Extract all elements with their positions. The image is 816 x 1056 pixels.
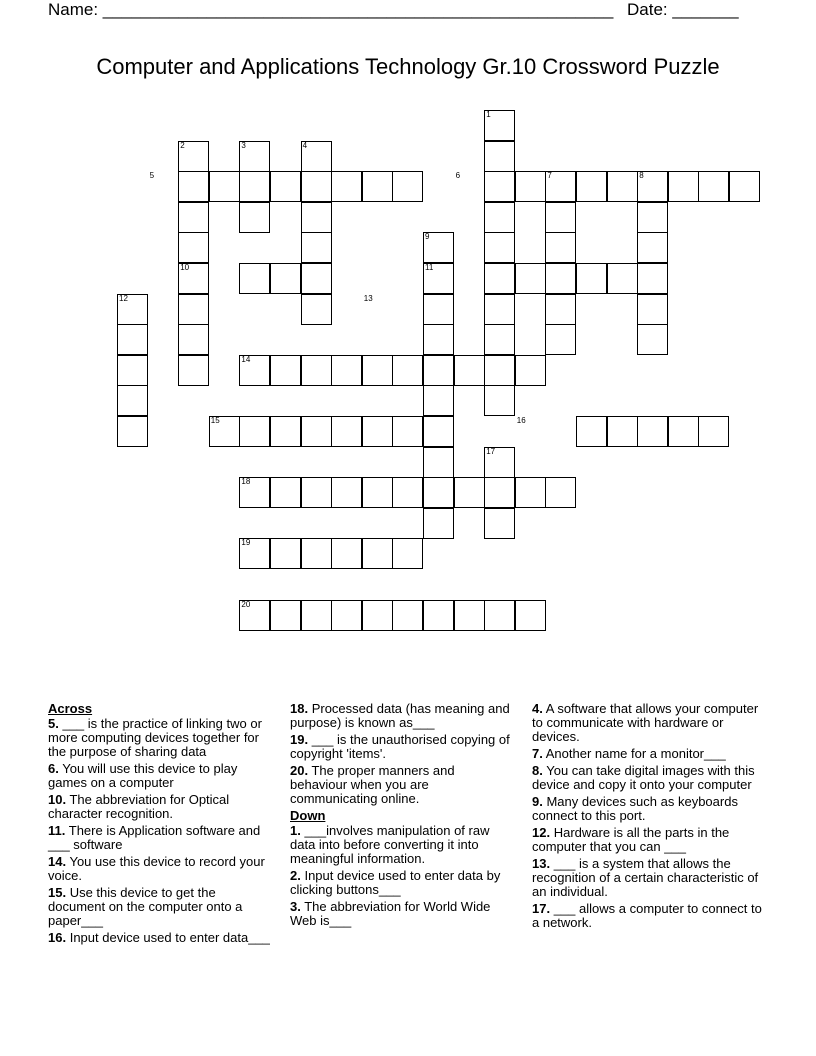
grid-cell[interactable] [362, 538, 393, 569]
clue-text: The abbreviation for World Wide Web is___ [290, 899, 491, 928]
across-heading: Across [48, 701, 93, 716]
clue-number: 6. [48, 761, 59, 776]
grid-cell[interactable] [637, 232, 668, 263]
down-clue [290, 824, 515, 866]
grid-cell[interactable] [423, 324, 454, 355]
grid-cell[interactable] [515, 600, 546, 631]
grid-cell[interactable] [362, 600, 393, 631]
clue-text: Many devices such as keyboards connect to this port. [532, 794, 738, 823]
down-clue [532, 826, 768, 854]
grid-cell[interactable] [545, 263, 576, 294]
grid-cell[interactable] [270, 600, 301, 631]
clue-number-label: 18 [241, 477, 251, 487]
down-clue [532, 857, 768, 899]
grid-cell[interactable] [637, 263, 668, 294]
clue-number-label: 11 [425, 263, 434, 272]
clue-text: The abbreviation for Optical character recognition. [48, 792, 230, 821]
grid-cell[interactable] [178, 294, 209, 325]
across-clue [48, 855, 276, 883]
grid-cell[interactable] [637, 294, 668, 325]
date-field-line[interactable]: Date: _______ [627, 0, 739, 19]
grid-cell[interactable] [178, 171, 209, 202]
grid-cell[interactable] [484, 600, 515, 631]
clue-number: 5. [48, 716, 59, 731]
clue-number-label: 6 [455, 171, 461, 181]
clue-number: 3. [290, 899, 301, 914]
across-clue [48, 793, 276, 821]
grid-cell[interactable] [239, 263, 270, 294]
grid-cell[interactable] [637, 324, 668, 355]
grid-cell[interactable] [301, 263, 332, 294]
clue-number-label: 17 [486, 446, 496, 456]
across-clue [290, 702, 515, 730]
clue-number: 16. [48, 930, 67, 945]
across-clue [48, 886, 276, 928]
clue-number-label: 4 [302, 140, 308, 150]
grid-cell[interactable] [331, 355, 362, 386]
grid-cell[interactable] [729, 171, 760, 202]
clues-column-2 [290, 702, 515, 931]
clue-number-label: 2 [180, 140, 185, 150]
grid-cell[interactable] [301, 202, 332, 233]
grid-cell[interactable] [178, 324, 209, 355]
grid-cell[interactable] [423, 508, 454, 539]
grid-cell[interactable] [484, 232, 515, 263]
across-clue [290, 733, 515, 761]
across-clue [48, 717, 276, 759]
grid-cell[interactable] [484, 202, 515, 233]
clue-number: 7. [532, 746, 543, 761]
grid-cell[interactable] [178, 202, 209, 233]
down-clue [532, 902, 768, 930]
clue-text: You use this device to record your voice. [48, 854, 265, 883]
grid-cell[interactable] [423, 355, 454, 386]
clue-number: 17. [532, 901, 551, 916]
grid-cell[interactable] [362, 355, 393, 386]
grid-cell[interactable] [484, 385, 515, 416]
grid-cell[interactable] [484, 141, 515, 172]
grid-cell[interactable] [392, 171, 423, 202]
clue-number-label: 12 [119, 293, 128, 303]
clue-text: A software that allows your computer to communicate with hardware or devices. [532, 701, 759, 744]
grid-cell[interactable] [117, 324, 148, 355]
grid-cell[interactable] [545, 324, 576, 355]
clue-number-label: 13 [363, 293, 373, 303]
clue-number: 4. [532, 701, 543, 716]
grid-cell[interactable] [484, 263, 515, 294]
grid-cell[interactable] [331, 477, 362, 508]
clue-number: 18. [290, 701, 309, 716]
clue-text: Hardware is all the parts in the computer that you can ___ [532, 825, 730, 854]
clue-number: 14. [48, 854, 67, 869]
clue-number-label: 16 [516, 416, 526, 425]
clue-number-label: 8 [639, 171, 644, 181]
clue-number-label: 5 [149, 171, 155, 181]
clue-text: ___ allows a computer to connect to a network. [532, 901, 762, 930]
grid-cell[interactable] [484, 355, 515, 386]
grid-cell[interactable] [392, 416, 423, 447]
grid-cell[interactable] [178, 232, 209, 263]
grid-cell[interactable] [362, 416, 393, 447]
grid-cell[interactable] [545, 477, 576, 508]
clues-column-3 [532, 702, 768, 933]
clue-text: ___ is the practice of linking two or more computing devices together for the purpose of sharing data [48, 716, 262, 759]
grid-cell[interactable] [392, 477, 423, 508]
grid-cell[interactable] [545, 202, 576, 233]
grid-cell[interactable] [484, 294, 515, 325]
clue-number: 15. [48, 885, 67, 900]
clue-number: 2. [290, 868, 301, 883]
down-clue [290, 900, 515, 928]
grid-cell[interactable] [607, 263, 638, 294]
grid-cell[interactable] [301, 600, 332, 631]
clue-number: 1. [290, 823, 301, 838]
clue-text: Another name for a monitor___ [545, 746, 726, 761]
grid-cell[interactable] [331, 600, 362, 631]
grid-cell[interactable] [515, 263, 546, 294]
grid-cell[interactable] [423, 294, 454, 325]
clue-number: 8. [532, 763, 543, 778]
grid-cell[interactable] [239, 416, 270, 447]
across-clue [48, 762, 276, 790]
grid-cell[interactable] [668, 171, 699, 202]
clue-number-label: 9 [425, 232, 430, 242]
grid-cell[interactable] [301, 416, 332, 447]
grid-cell[interactable] [698, 416, 729, 447]
clues-column-1 [48, 702, 276, 948]
grid-cell[interactable] [209, 171, 240, 202]
clue-text: Processed data (has meaning and purpose) is known as___ [290, 701, 510, 730]
grid-cell[interactable] [576, 171, 607, 202]
grid-cell[interactable] [484, 171, 515, 202]
across-clue [290, 764, 515, 806]
clue-number: 12. [532, 825, 551, 840]
grid-cell[interactable] [301, 232, 332, 263]
grid-cell[interactable] [392, 600, 423, 631]
grid-cell[interactable] [362, 477, 393, 508]
clue-number-label: 7 [547, 171, 552, 181]
grid-cell[interactable] [545, 294, 576, 325]
grid-cell[interactable] [117, 416, 148, 447]
grid-cell[interactable] [545, 232, 576, 263]
down-clue [532, 795, 768, 823]
clue-number-label: 3 [241, 140, 246, 150]
grid-cell[interactable] [515, 171, 546, 202]
clue-text: You will use this device to play games on a computer [48, 761, 238, 790]
clue-number-label: 1 [486, 110, 491, 119]
clue-number-label: 15 [210, 416, 220, 425]
grid-cell[interactable] [331, 538, 362, 569]
grid-cell[interactable] [301, 477, 332, 508]
clue-text: ___involves manipulation of raw data into before converting it into meaningful information. [290, 823, 490, 866]
grid-cell[interactable] [270, 416, 301, 447]
grid-cell[interactable] [698, 171, 729, 202]
clue-text: There is Application software and ___ software [48, 823, 261, 852]
grid-cell[interactable] [637, 202, 668, 233]
grid-cell[interactable] [362, 171, 393, 202]
grid-cell[interactable] [392, 355, 423, 386]
grid-cell[interactable] [423, 385, 454, 416]
clue-number-label: 20 [241, 599, 251, 609]
grid-cell[interactable] [239, 202, 270, 233]
grid-cell[interactable] [668, 416, 699, 447]
clue-number-label: 14 [241, 354, 251, 364]
grid-cell[interactable] [515, 477, 546, 508]
grid-cell[interactable] [270, 263, 301, 294]
name-field-line[interactable]: Name: ______________________________________________________ [48, 0, 614, 19]
clue-text: You can take digital images with this device and copy it onto your computer [532, 763, 755, 792]
clue-number: 13. [532, 856, 551, 871]
grid-cell[interactable] [607, 171, 638, 202]
across-clue [48, 824, 276, 852]
grid-cell[interactable] [301, 294, 332, 325]
grid-cell[interactable] [423, 600, 454, 631]
grid-cell[interactable] [392, 538, 423, 569]
grid-cell[interactable] [270, 171, 301, 202]
grid-cell[interactable] [454, 355, 485, 386]
grid-cell[interactable] [423, 447, 454, 478]
grid-cell[interactable] [301, 171, 332, 202]
down-clue [532, 747, 768, 761]
clue-number-label: 10 [180, 263, 190, 272]
grid-cell[interactable] [117, 385, 148, 416]
grid-cell[interactable] [270, 477, 301, 508]
grid-cell[interactable] [178, 355, 209, 386]
grid-cell[interactable] [270, 355, 301, 386]
grid-cell[interactable] [331, 416, 362, 447]
page-title: Computer and Applications Technology Gr.10 Crossword Puzzle [96, 54, 720, 79]
clue-text: Input device used to enter data by clicking buttons___ [290, 868, 501, 897]
clue-number: 20. [290, 763, 309, 778]
clue-text: ___ is the unauthorised copying of copyright 'items'. [290, 732, 510, 761]
grid-cell[interactable] [423, 416, 454, 447]
clue-text: Use this device to get the document on the computer onto a paper___ [48, 885, 243, 928]
grid-cell[interactable] [301, 538, 332, 569]
grid-cell[interactable] [484, 324, 515, 355]
down-clue [290, 869, 515, 897]
grid-cell[interactable] [454, 600, 485, 631]
grid-cell[interactable] [515, 355, 546, 386]
clue-text: ___ is a system that allows the recognition of a certain characteristic of an individual. [532, 856, 759, 899]
grid-cell[interactable] [331, 171, 362, 202]
grid-cell[interactable] [454, 477, 485, 508]
clue-text: Input device used to enter data___ [69, 930, 270, 945]
grid-cell[interactable] [239, 171, 270, 202]
grid-cell[interactable] [423, 477, 454, 508]
across-clue [48, 931, 276, 945]
clue-text: The proper manners and behaviour when you are communicating online. [290, 763, 455, 806]
down-clue [532, 764, 768, 792]
grid-cell[interactable] [576, 263, 607, 294]
clue-number: 19. [290, 732, 309, 747]
grid-cell[interactable] [607, 416, 638, 447]
grid-cell[interactable] [117, 355, 148, 386]
grid-cell[interactable] [301, 355, 332, 386]
clue-number: 9. [532, 794, 543, 809]
grid-cell[interactable] [484, 508, 515, 539]
grid-cell[interactable] [637, 416, 668, 447]
clue-number-label: 19 [241, 538, 251, 548]
clue-number: 11. [48, 823, 66, 838]
grid-cell[interactable] [484, 477, 515, 508]
clue-number: 10. [48, 792, 67, 807]
down-clue [532, 702, 768, 744]
grid-cell[interactable] [576, 416, 607, 447]
grid-cell[interactable] [270, 538, 301, 569]
down-heading: Down [290, 808, 326, 823]
